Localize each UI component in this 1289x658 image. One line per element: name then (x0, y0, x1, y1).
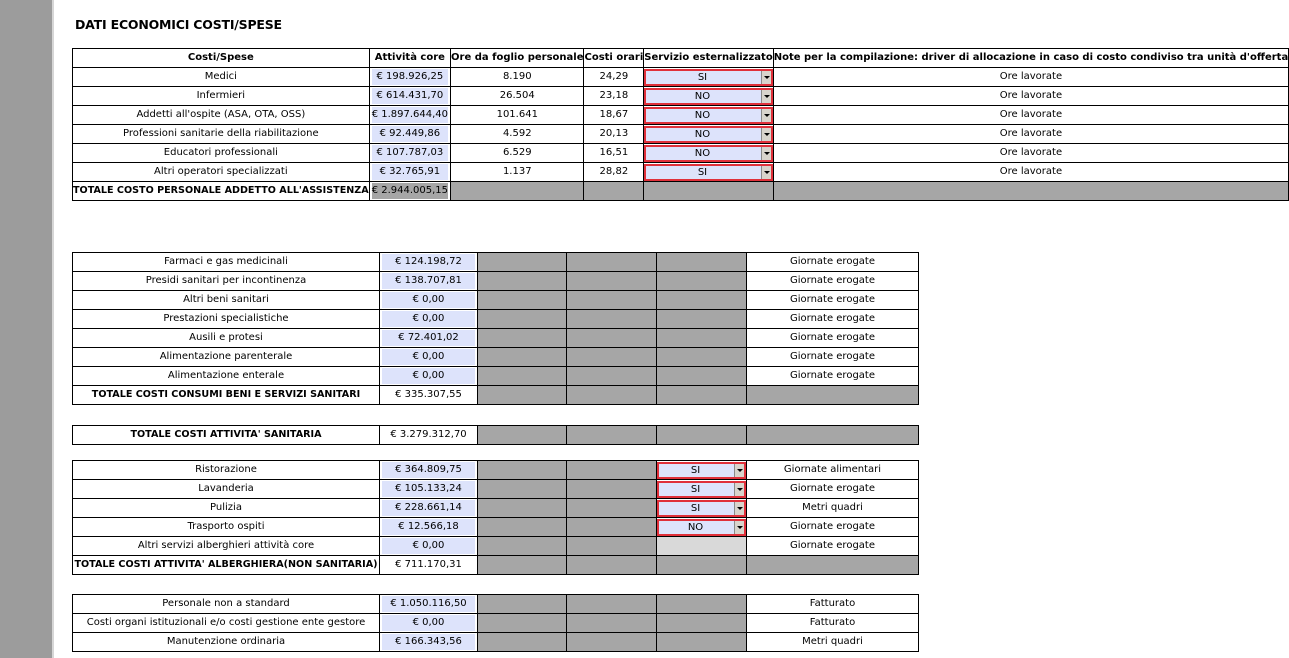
table-row (73, 310, 919, 329)
total-row-sanitari (73, 386, 919, 405)
total-row-attivita-sanitaria (73, 426, 919, 445)
amount-input[interactable] (380, 537, 478, 556)
row-label: Costi organi istituzionali e/o costi gestione ente gestore (73, 614, 380, 633)
row-label: Altri servizi alberghieri attività core (73, 537, 380, 556)
total-label: TOTALE COSTI ATTIVITA' SANITARIA (73, 426, 380, 445)
amount-input[interactable] (380, 329, 478, 348)
locked-cell (657, 633, 747, 652)
locked-cell (478, 461, 567, 480)
dropdown-value: NO (694, 90, 711, 102)
dropdown-select[interactable] (644, 164, 772, 181)
locked-cell (478, 595, 567, 614)
amount-input[interactable] (369, 163, 450, 182)
locked-cell (657, 595, 747, 614)
driver-note: Ore lavorate (773, 163, 1288, 182)
amount-value[interactable]: € 166.343,56 (382, 634, 475, 650)
dropdown-value: SI (697, 71, 708, 83)
costo-orario-value: 16,51 (584, 144, 644, 163)
amount-value[interactable]: € 107.787,03 (372, 145, 448, 161)
locked-cell (567, 480, 657, 499)
page-title: DATI ECONOMICI COSTI/SPESE (75, 17, 282, 32)
locked-cell (567, 426, 657, 445)
amount-input[interactable] (380, 480, 478, 499)
table-row (73, 499, 919, 518)
amount-value[interactable]: € 105.133,24 (382, 481, 475, 497)
header-row (73, 49, 1289, 68)
locked-cell (644, 182, 773, 201)
dropdown-select[interactable] (657, 481, 746, 498)
row-label: Addetti all'ospite (ASA, OTA, OSS) (73, 106, 370, 125)
amount-value[interactable]: € 72.401,02 (382, 330, 475, 346)
amount-input[interactable] (380, 291, 478, 310)
total-row-alberghiera (73, 556, 919, 575)
table-personale (72, 48, 1289, 201)
locked-cell (567, 348, 657, 367)
costo-orario-value: 20,13 (584, 125, 644, 144)
table-row (73, 253, 919, 272)
dropdown-select[interactable] (657, 462, 746, 479)
amount-value[interactable]: € 228.661,14 (382, 500, 475, 516)
driver-note: Metri quadri (747, 499, 919, 518)
amount-input[interactable] (380, 518, 478, 537)
locked-cell (478, 614, 567, 633)
locked-cell (478, 310, 567, 329)
table-row (73, 329, 919, 348)
locked-cell (478, 633, 567, 652)
locked-cell (567, 518, 657, 537)
amount-input[interactable] (380, 253, 478, 272)
driver-note: Giornate erogate (747, 310, 919, 329)
driver-note: Giornate erogate (747, 253, 919, 272)
table-row (73, 125, 1289, 144)
amount-value[interactable]: € 0,00 (382, 311, 475, 327)
locked-cell (567, 253, 657, 272)
header-costi-spese: Costi/Spese (73, 49, 370, 68)
locked-cell (478, 253, 567, 272)
total-amount: € 335.307,55 (380, 386, 478, 405)
driver-note: Giornate erogate (747, 329, 919, 348)
empty-cell (657, 537, 747, 556)
table-attivita-sanitaria (72, 425, 919, 445)
header-costi-orari: Costi orari (584, 49, 644, 68)
locked-cell (567, 329, 657, 348)
header-servizio-esternalizzato: Servizio esternalizzato (644, 49, 773, 68)
amount-value[interactable]: € 0,00 (382, 292, 475, 308)
table-row (73, 87, 1289, 106)
amount-input[interactable] (380, 633, 478, 652)
ore-value: 26.504 (451, 87, 584, 106)
dropdown-value: NO (694, 128, 711, 140)
amount-input[interactable] (380, 595, 478, 614)
amount-value[interactable]: € 138.707,81 (382, 273, 475, 289)
row-label: Medici (73, 68, 370, 87)
driver-note: Ore lavorate (773, 68, 1288, 87)
gutter-edge (52, 0, 54, 658)
total-amount: € 3.279.312,70 (380, 426, 478, 445)
amount-input[interactable] (369, 106, 450, 125)
amount-value[interactable]: € 1.050.116,50 (382, 596, 475, 612)
row-header-gutter (0, 0, 52, 658)
row-label: Altri operatori specializzati (73, 163, 370, 182)
amount-input[interactable] (380, 348, 478, 367)
locked-cell (657, 272, 747, 291)
locked-cell (567, 499, 657, 518)
row-label: Pulizia (73, 499, 380, 518)
servizio-esternalizzato-dropdown[interactable] (657, 480, 747, 499)
amount-input[interactable] (369, 125, 450, 144)
costo-orario-value: 18,67 (584, 106, 644, 125)
amount-value[interactable]: € 614.431,70 (372, 88, 448, 104)
locked-cell (657, 291, 747, 310)
servizio-esternalizzato-dropdown[interactable] (657, 461, 747, 480)
table-altri-costi (72, 594, 919, 652)
locked-cell (567, 310, 657, 329)
row-label: Ausili e protesi (73, 329, 380, 348)
row-label: Personale non a standard (73, 595, 380, 614)
amount-value[interactable]: € 0,00 (382, 538, 475, 554)
amount-input[interactable] (380, 310, 478, 329)
table-alberghiera (72, 460, 919, 575)
dropdown-select[interactable] (644, 69, 772, 86)
locked-cell (567, 537, 657, 556)
locked-cell (478, 291, 567, 310)
servizio-esternalizzato-dropdown[interactable] (657, 499, 747, 518)
locked-cell (478, 556, 567, 575)
locked-cell (567, 461, 657, 480)
amount-input[interactable] (380, 367, 478, 386)
ore-value: 101.641 (451, 106, 584, 125)
dropdown-select[interactable] (644, 88, 772, 105)
dropdown-select[interactable] (644, 126, 772, 143)
locked-cell (657, 614, 747, 633)
chevron-down-icon[interactable] (761, 71, 771, 84)
dropdown-value: SI (697, 166, 708, 178)
driver-note: Metri quadri (747, 633, 919, 652)
table-sanitari (72, 252, 919, 405)
total-row-personale (73, 182, 1289, 201)
driver-note: Giornate erogate (747, 291, 919, 310)
driver-note: Giornate erogate (747, 537, 919, 556)
table-row (73, 106, 1289, 125)
chevron-down-icon[interactable] (761, 147, 771, 160)
locked-cell (657, 556, 747, 575)
locked-cell (567, 272, 657, 291)
servizio-esternalizzato-dropdown[interactable] (644, 106, 773, 125)
table-row (73, 144, 1289, 163)
servizio-esternalizzato-dropdown[interactable] (644, 68, 773, 87)
ore-value: 8.190 (451, 68, 584, 87)
total-label: TOTALE COSTO PERSONALE ADDETTO ALL'ASSISTENZA (73, 182, 370, 201)
driver-note: Fatturato (747, 595, 919, 614)
locked-cell (478, 518, 567, 537)
row-label: Lavanderia (73, 480, 380, 499)
driver-note: Giornate erogate (747, 348, 919, 367)
locked-cell (657, 348, 747, 367)
row-label: Infermieri (73, 87, 370, 106)
servizio-esternalizzato-dropdown[interactable] (657, 518, 747, 537)
servizio-esternalizzato-dropdown[interactable] (644, 87, 773, 106)
amount-value[interactable]: € 92.449,86 (372, 126, 448, 142)
amount-value[interactable]: € 124.198,72 (382, 254, 475, 270)
locked-cell (657, 253, 747, 272)
locked-cell (478, 499, 567, 518)
locked-cell (567, 556, 657, 575)
table-row (73, 461, 919, 480)
row-label: Professioni sanitarie della riabilitazione (73, 125, 370, 144)
amount-value[interactable]: € 364.809,75 (382, 462, 475, 478)
driver-note: Ore lavorate (773, 106, 1288, 125)
total-amount: € 711.170,31 (380, 556, 478, 575)
locked-cell (657, 329, 747, 348)
locked-cell (657, 367, 747, 386)
driver-note: Ore lavorate (773, 144, 1288, 163)
dropdown-value: NO (694, 147, 711, 159)
row-label: Farmaci e gas medicinali (73, 253, 380, 272)
header-note: Note per la compilazione: driver di allocazione in caso di costo condiviso tra unità d'offerta (773, 49, 1288, 68)
dropdown-select[interactable] (644, 107, 772, 124)
total-amount: € 2.944.005,15 (369, 182, 450, 201)
amount-value[interactable]: € 32.765,91 (372, 164, 448, 180)
amount-value[interactable]: € 198.926,25 (372, 69, 448, 85)
locked-cell (657, 386, 747, 405)
dropdown-value: NO (694, 109, 711, 121)
row-label: Ristorazione (73, 461, 380, 480)
table-row (73, 537, 919, 556)
table-row (73, 367, 919, 386)
table-row (73, 518, 919, 537)
row-label: Altri beni sanitari (73, 291, 380, 310)
driver-note: Giornate erogate (747, 367, 919, 386)
driver-note: Giornate erogate (747, 480, 919, 499)
total-label: TOTALE COSTI ATTIVITA' ALBERGHIERA(NON SANITARIA) (73, 556, 380, 575)
dropdown-value: SI (690, 464, 701, 476)
row-label: Manutenzione ordinaria (73, 633, 380, 652)
locked-cell (567, 595, 657, 614)
locked-cell (478, 537, 567, 556)
driver-note: Giornate alimentari (747, 461, 919, 480)
chevron-down-icon[interactable] (734, 483, 744, 496)
row-label: Presidi sanitari per incontinenza (73, 272, 380, 291)
table-row (73, 595, 919, 614)
ore-value: 1.137 (451, 163, 584, 182)
locked-cell (478, 348, 567, 367)
chevron-down-icon[interactable] (734, 464, 744, 477)
dropdown-select[interactable] (644, 145, 772, 162)
amount-input[interactable] (369, 144, 450, 163)
locked-cell (747, 556, 919, 575)
chevron-down-icon[interactable] (734, 502, 744, 515)
servizio-esternalizzato-dropdown[interactable] (644, 144, 773, 163)
table-row (73, 633, 919, 652)
locked-cell (567, 633, 657, 652)
locked-cell (478, 386, 567, 405)
driver-note: Ore lavorate (773, 87, 1288, 106)
table-row (73, 480, 919, 499)
locked-cell (478, 367, 567, 386)
table-row (73, 614, 919, 633)
servizio-esternalizzato-dropdown[interactable] (644, 163, 773, 182)
amount-value[interactable]: € 1.897.644,40 (372, 107, 448, 123)
chevron-down-icon[interactable] (761, 109, 771, 122)
locked-cell (584, 182, 644, 201)
amount-value[interactable]: € 0,00 (382, 615, 475, 631)
total-label: TOTALE COSTI CONSUMI BENI E SERVIZI SANITARI (73, 386, 380, 405)
amount-input[interactable] (380, 499, 478, 518)
dropdown-value: SI (690, 483, 701, 495)
costo-orario-value: 23,18 (584, 87, 644, 106)
row-label: Alimentazione enterale (73, 367, 380, 386)
table-row (73, 163, 1289, 182)
locked-cell (451, 182, 584, 201)
driver-note: Giornate erogate (747, 272, 919, 291)
row-label: Prestazioni specialistiche (73, 310, 380, 329)
table-row (73, 348, 919, 367)
chevron-down-icon[interactable] (761, 166, 771, 179)
amount-input[interactable] (380, 614, 478, 633)
locked-cell (773, 182, 1288, 201)
dropdown-value: SI (690, 502, 701, 514)
table-row (73, 68, 1289, 87)
dropdown-select[interactable] (657, 500, 746, 517)
table-row (73, 272, 919, 291)
row-label: Alimentazione parenterale (73, 348, 380, 367)
amount-value[interactable]: € 0,00 (382, 368, 475, 384)
ore-value: 4.592 (451, 125, 584, 144)
locked-cell (567, 386, 657, 405)
locked-cell (478, 329, 567, 348)
chevron-down-icon[interactable] (734, 521, 744, 534)
driver-note: Fatturato (747, 614, 919, 633)
locked-cell (478, 480, 567, 499)
amount-value[interactable]: € 0,00 (382, 349, 475, 365)
costo-orario-value: 28,82 (584, 163, 644, 182)
amount-input[interactable] (369, 87, 450, 106)
amount-input[interactable] (369, 68, 450, 87)
servizio-esternalizzato-dropdown[interactable] (644, 125, 773, 144)
locked-cell (478, 426, 567, 445)
locked-cell (657, 426, 747, 445)
locked-cell (747, 426, 919, 445)
locked-cell (567, 614, 657, 633)
table-row (73, 291, 919, 310)
locked-cell (567, 367, 657, 386)
dropdown-select[interactable] (657, 519, 746, 536)
amount-input[interactable] (380, 272, 478, 291)
locked-cell (747, 386, 919, 405)
header-attivita-core: Attività core (369, 49, 450, 68)
ore-value: 6.529 (451, 144, 584, 163)
header-ore-foglio: Ore da foglio personale (451, 49, 584, 68)
amount-value[interactable]: € 12.566,18 (382, 519, 475, 535)
amount-input[interactable] (380, 461, 478, 480)
dropdown-value: NO (687, 521, 704, 533)
driver-note: Giornate erogate (747, 518, 919, 537)
chevron-down-icon[interactable] (761, 90, 771, 103)
driver-note: Ore lavorate (773, 125, 1288, 144)
locked-cell (567, 291, 657, 310)
chevron-down-icon[interactable] (761, 128, 771, 141)
locked-cell (478, 272, 567, 291)
locked-cell (657, 310, 747, 329)
row-label: Trasporto ospiti (73, 518, 380, 537)
costo-orario-value: 24,29 (584, 68, 644, 87)
row-label: Educatori professionali (73, 144, 370, 163)
